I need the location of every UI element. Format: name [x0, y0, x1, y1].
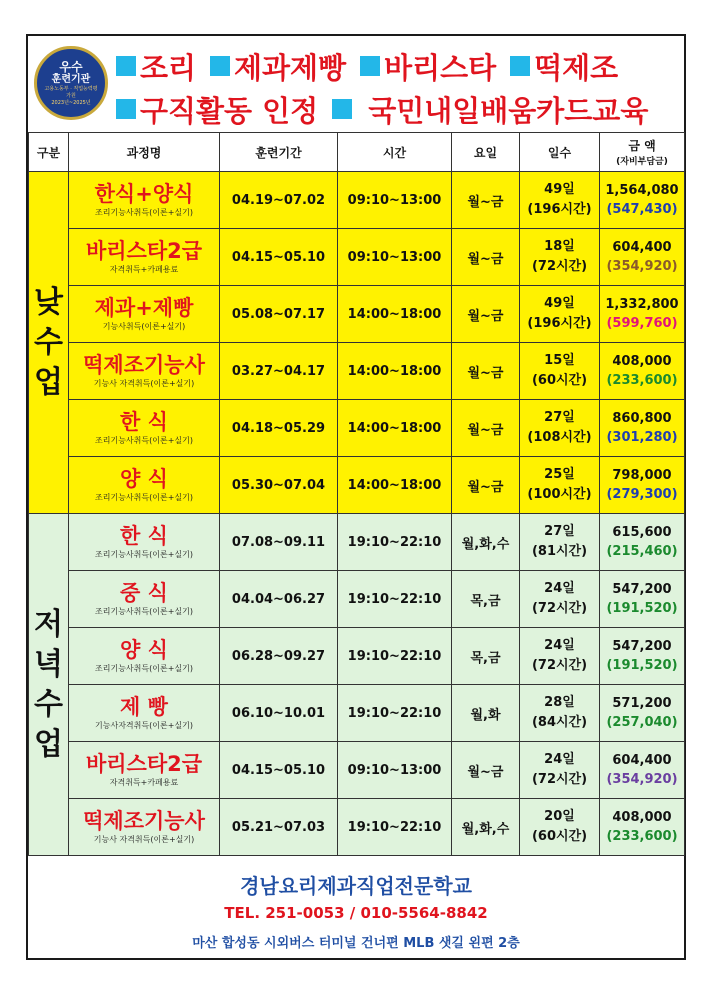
- award-badge-logo: [34, 46, 108, 120]
- hour-count: (196시간): [527, 316, 592, 331]
- day-count: 24일: [544, 752, 575, 767]
- self-pay-amount: (257,040): [606, 715, 678, 730]
- hour-count: (72시간): [531, 658, 588, 673]
- col-header-time: 시간: [338, 133, 452, 172]
- course-name: 떡제조기능사: [83, 353, 205, 377]
- col-header-days: 일수: [520, 133, 600, 172]
- square-bullet-icon: [360, 56, 380, 76]
- course-description: 조리기능사취득(이론+실기): [95, 493, 193, 502]
- course-name: 바리스타2급: [85, 239, 203, 263]
- flyer-frame: [26, 34, 686, 960]
- total-fee: 615,600: [612, 525, 672, 540]
- days-cell: [520, 457, 600, 514]
- day-count: 15일: [544, 353, 575, 368]
- total-fee: 571,200: [612, 696, 672, 711]
- col-header-section: 구분: [29, 133, 69, 172]
- square-bullet-icon: [332, 99, 352, 119]
- training-period: 06.28~09.27: [220, 628, 338, 685]
- days-cell: [520, 286, 600, 343]
- days-cell: [520, 685, 600, 742]
- course-name: 양 식: [120, 467, 168, 491]
- hour-count: (72시간): [531, 601, 588, 616]
- self-pay-amount: (191,520): [606, 658, 678, 673]
- self-pay-amount: (599,760): [606, 316, 678, 331]
- col-header-fee: [600, 133, 685, 172]
- training-period: 03.27~04.17: [220, 343, 338, 400]
- square-bullet-icon: [210, 56, 230, 76]
- hour-count: (72시간): [531, 259, 588, 274]
- fee-cell: [600, 628, 685, 685]
- fee-cell: [600, 799, 685, 856]
- headline-item: 떡제조: [534, 50, 619, 85]
- days-cell: [520, 742, 600, 799]
- table-row: [29, 343, 685, 400]
- self-pay-amount: (279,300): [606, 487, 678, 502]
- fee-header-label: 금 액: [628, 139, 656, 153]
- course-name: 제 빵: [120, 695, 168, 719]
- square-bullet-icon: [510, 56, 530, 76]
- class-time: 14:00~18:00: [338, 343, 452, 400]
- class-time: 19:10~22:10: [338, 571, 452, 628]
- fee-cell: [600, 286, 685, 343]
- hour-count: (60시간): [531, 829, 588, 844]
- class-time: 14:00~18:00: [338, 286, 452, 343]
- days-cell: [520, 400, 600, 457]
- days-cell: [520, 343, 600, 400]
- col-header-course: 과정명: [69, 133, 220, 172]
- square-bullet-icon: [116, 99, 136, 119]
- course-name: 떡제조기능사: [83, 809, 205, 833]
- class-weekday: 목,금: [452, 628, 520, 685]
- table-row: [29, 457, 685, 514]
- course-schedule-table: [28, 132, 685, 856]
- table-row: [29, 628, 685, 685]
- days-cell: [520, 628, 600, 685]
- course-description: 자격취득+카페용료: [109, 265, 179, 274]
- fee-cell: [600, 457, 685, 514]
- class-time: 09:10~13:00: [338, 172, 452, 229]
- hour-count: (84시간): [531, 715, 588, 730]
- table-row: [29, 685, 685, 742]
- day-count: 25일: [544, 467, 575, 482]
- class-weekday: 월~금: [452, 229, 520, 286]
- class-weekday: 월,화: [452, 685, 520, 742]
- training-period: 07.08~09.11: [220, 514, 338, 571]
- days-cell: [520, 514, 600, 571]
- course-description: 기능사취득(이론+실기): [102, 322, 186, 331]
- total-fee: 547,200: [612, 639, 672, 654]
- class-time: 09:10~13:00: [338, 742, 452, 799]
- fee-header-sub: (자비부담금): [616, 157, 668, 167]
- fee-cell: [600, 172, 685, 229]
- header: [28, 36, 684, 132]
- class-weekday: 월~금: [452, 172, 520, 229]
- table-row: [29, 286, 685, 343]
- fee-cell: [600, 742, 685, 799]
- days-cell: [520, 799, 600, 856]
- course-name: 바리스타2급: [85, 752, 203, 776]
- course-name-cell: [69, 343, 220, 400]
- section-label-char: 녁: [34, 646, 63, 682]
- section-label-char: 저: [34, 606, 63, 642]
- course-name-cell: [69, 742, 220, 799]
- square-bullet-icon: [116, 56, 136, 76]
- self-pay-amount: (354,920): [606, 259, 678, 274]
- course-description: 조리기능사취득(이론+실기): [95, 436, 193, 445]
- table-row: [29, 229, 685, 286]
- days-cell: [520, 229, 600, 286]
- day-count: 18일: [544, 239, 575, 254]
- footer: [28, 864, 684, 958]
- table-row: [29, 514, 685, 571]
- total-fee: 1,564,080: [605, 183, 679, 198]
- course-description: 조리기능사취득(이론+실기): [95, 550, 193, 559]
- badge-line1: 우수: [59, 59, 83, 74]
- course-name-cell: [69, 457, 220, 514]
- headline-item: 조리: [140, 50, 197, 85]
- class-time: 09:10~13:00: [338, 229, 452, 286]
- section-label-char: 낮: [34, 284, 63, 320]
- hour-count: (60시간): [531, 373, 588, 388]
- course-name-cell: [69, 628, 220, 685]
- training-period: 04.15~05.10: [220, 742, 338, 799]
- section-label-char: 업: [34, 726, 63, 762]
- training-period: 04.19~07.02: [220, 172, 338, 229]
- class-time: 19:10~22:10: [338, 799, 452, 856]
- training-period: 05.08~07.17: [220, 286, 338, 343]
- total-fee: 604,400: [612, 240, 672, 255]
- self-pay-amount: (301,280): [606, 430, 678, 445]
- class-weekday: 월~금: [452, 286, 520, 343]
- class-time: 14:00~18:00: [338, 400, 452, 457]
- class-weekday: 월,화,수: [452, 799, 520, 856]
- course-name-cell: [69, 685, 220, 742]
- col-header-weekday: 요일: [452, 133, 520, 172]
- day-count: 24일: [544, 638, 575, 653]
- course-description: 조리기능사취득(이론+실기): [95, 664, 193, 673]
- hour-count: (81시간): [531, 544, 588, 559]
- hour-count: (108시간): [527, 430, 592, 445]
- course-name-cell: [69, 400, 220, 457]
- section-label-char: 수: [34, 686, 63, 722]
- headline-benefits: [116, 89, 648, 129]
- day-count: 27일: [544, 410, 575, 425]
- course-name-cell: [69, 571, 220, 628]
- col-header-period: 훈련기간: [220, 133, 338, 172]
- training-period: 04.04~06.27: [220, 571, 338, 628]
- badge-line2: 훈련기관: [51, 73, 91, 85]
- course-name-cell: [69, 229, 220, 286]
- training-period: 04.15~05.10: [220, 229, 338, 286]
- total-fee: 408,000: [612, 810, 672, 825]
- class-weekday: 월~금: [452, 742, 520, 799]
- day-count: 49일: [544, 296, 575, 311]
- self-pay-amount: (191,520): [606, 601, 678, 616]
- total-fee: 604,400: [612, 753, 672, 768]
- table-row: [29, 742, 685, 799]
- training-period: 04.18~05.29: [220, 400, 338, 457]
- training-period: 06.10~10.01: [220, 685, 338, 742]
- table-row: [29, 172, 685, 229]
- course-description: 자격취득+카페용료: [109, 778, 179, 787]
- training-period: 05.30~07.04: [220, 457, 338, 514]
- day-count: 24일: [544, 581, 575, 596]
- self-pay-amount: (233,600): [606, 829, 678, 844]
- self-pay-amount: (354,920): [606, 772, 678, 787]
- day-count: 49일: [544, 182, 575, 197]
- class-time: 14:00~18:00: [338, 457, 452, 514]
- hour-count: (72시간): [531, 772, 588, 787]
- section-label-char: 업: [34, 364, 63, 400]
- fee-cell: [600, 343, 685, 400]
- fee-cell: [600, 400, 685, 457]
- hour-count: (100시간): [527, 487, 592, 502]
- total-fee: 798,000: [612, 468, 672, 483]
- class-time: 19:10~22:10: [338, 514, 452, 571]
- table-row: [29, 799, 685, 856]
- course-name: 양 식: [120, 638, 168, 662]
- course-description: 기능사 자격취득(이론+실기): [93, 379, 195, 388]
- course-description: 조리기능사취득(이론+실기): [95, 607, 193, 616]
- fee-cell: [600, 571, 685, 628]
- course-description: 기능사자격취득(이론+실기): [95, 721, 193, 730]
- class-weekday: 월~금: [452, 400, 520, 457]
- class-weekday: 목,금: [452, 571, 520, 628]
- class-time: 19:10~22:10: [338, 628, 452, 685]
- day-section-label: [29, 172, 69, 514]
- day-count: 27일: [544, 524, 575, 539]
- badge-line3: 고용노동부 · 직업능력평가원: [44, 85, 98, 99]
- day-count: 28일: [544, 695, 575, 710]
- address: 마산 합성동 시외버스 터미널 건너편 MLB 샛길 왼편 2층: [192, 936, 520, 951]
- headline-courses: [116, 46, 618, 86]
- hour-count: (196시간): [527, 202, 592, 217]
- days-cell: [520, 571, 600, 628]
- table-header-row: [29, 133, 685, 172]
- headline-item: 구직활동 인정: [140, 93, 319, 128]
- phone-numbers: TEL. 251-0053 / 010-5564-8842: [224, 904, 488, 922]
- evening-section-label: [29, 514, 69, 856]
- section-label-char: 수: [34, 324, 63, 360]
- day-count: 20일: [544, 809, 575, 824]
- days-cell: [520, 172, 600, 229]
- course-description: 기능사 자격취득(이론+실기): [93, 835, 195, 844]
- course-name-cell: [69, 172, 220, 229]
- fee-cell: [600, 685, 685, 742]
- training-period: 05.21~07.03: [220, 799, 338, 856]
- course-name: 제과+제빵: [94, 296, 194, 320]
- total-fee: 860,800: [612, 411, 672, 426]
- headline-item: 제과제빵: [234, 50, 347, 85]
- school-name: 경남요리제과직업전문학교: [240, 874, 472, 898]
- class-weekday: 월,화,수: [452, 514, 520, 571]
- self-pay-amount: (547,430): [606, 202, 678, 217]
- self-pay-amount: (233,600): [606, 373, 678, 388]
- course-name-cell: [69, 799, 220, 856]
- course-name: 한 식: [120, 524, 168, 548]
- course-description: 조리기능사취득(이론+실기): [95, 208, 193, 217]
- total-fee: 408,000: [612, 354, 672, 369]
- course-name-cell: [69, 286, 220, 343]
- total-fee: 1,332,800: [605, 297, 679, 312]
- self-pay-amount: (215,460): [606, 544, 678, 559]
- table-row: [29, 400, 685, 457]
- total-fee: 547,200: [612, 582, 672, 597]
- badge-line4: 2023년~2025년: [51, 99, 91, 106]
- fee-cell: [600, 229, 685, 286]
- headline-item: 국민내일배움카드교육: [368, 93, 649, 128]
- class-weekday: 월~금: [452, 343, 520, 400]
- course-name-cell: [69, 514, 220, 571]
- class-weekday: 월~금: [452, 457, 520, 514]
- course-name: 한 식: [120, 410, 168, 434]
- class-time: 19:10~22:10: [338, 685, 452, 742]
- headline-item: 바리스타: [384, 50, 497, 85]
- course-name: 중 식: [120, 581, 168, 605]
- table-row: [29, 571, 685, 628]
- course-name: 한식+양식: [94, 182, 194, 206]
- fee-cell: [600, 514, 685, 571]
